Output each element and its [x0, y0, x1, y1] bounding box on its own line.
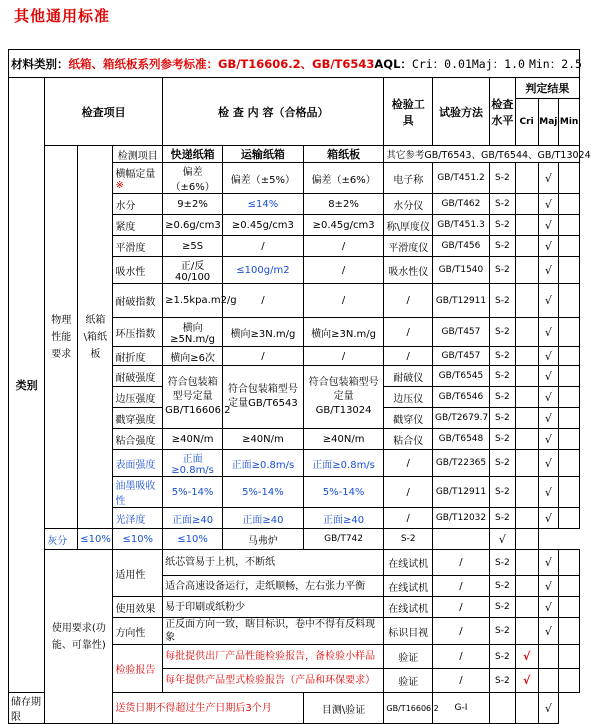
level-cell: S-2: [489, 163, 515, 194]
table-row: [9, 550, 580, 576]
col-result-header: 判定结果: [515, 78, 579, 99]
item-name: 平滑度: [115, 242, 146, 254]
value-c-cell: ≥0.45g/cm3: [303, 215, 384, 236]
use-item-cell: 储存期限: [9, 693, 45, 724]
value-b-cell: 正面≥0.8m/s: [223, 450, 304, 477]
item-name: 环压指数: [115, 328, 156, 340]
method-cell: /: [433, 597, 490, 618]
maj-cell: √: [538, 236, 559, 257]
value-c-cell: /: [303, 236, 384, 257]
value-a-cell: 横向≥6次: [163, 347, 223, 366]
min-cell: [559, 215, 580, 236]
use-item-cell: 使用效果: [113, 597, 163, 618]
value-a-cell: 正/反40/100: [163, 257, 223, 284]
cri-cell: [433, 529, 490, 550]
value-c-cell: ≥40N/m: [303, 429, 384, 450]
use-content-cell: 易于印刷或纸粉少: [163, 597, 384, 618]
min-cell: [559, 318, 580, 347]
item-cell: [113, 387, 163, 408]
cri-cell: [515, 576, 538, 597]
maj-cell: √: [538, 347, 559, 366]
aql-min: Min：2.5: [528, 57, 582, 71]
tool-cell: 耐破仪: [384, 366, 433, 387]
value-c-cell: 正面≥40: [303, 508, 384, 529]
value-b-cell: 偏差（±5%）: [223, 163, 304, 194]
value-c-cell: /: [303, 284, 384, 318]
cri-cell: [515, 618, 538, 645]
col-level-header: 检查水平: [489, 78, 515, 146]
method-cell: /: [433, 645, 490, 669]
maj-cell: [538, 669, 559, 693]
cri-cell: [515, 194, 538, 215]
level-cell: S-2: [489, 284, 515, 318]
method-cell: GB/T6546: [433, 387, 490, 408]
value-a-cell: ≥1.5kpa.m2/g: [163, 284, 223, 318]
cri-cell: [515, 318, 538, 347]
aql-label: AQL：: [374, 57, 412, 71]
level-cell: S-2: [489, 194, 515, 215]
use-content-cell: 适合高速设备运行，走纸顺畅，左右张力平衡: [163, 576, 384, 597]
item-cell: [113, 477, 163, 508]
method-cell: GB/T462: [433, 194, 490, 215]
value-c-cell: /: [303, 257, 384, 284]
method-cell: /: [433, 618, 490, 645]
level-cell: S-2: [489, 508, 515, 529]
level-cell: S-2: [489, 669, 515, 693]
col-tool-header: 检验工具: [384, 78, 433, 146]
item-cell: [113, 366, 163, 387]
value-c-cell: ≤10%: [163, 529, 223, 550]
min-cell: [559, 618, 580, 645]
method-cell: GB/T457: [433, 347, 490, 366]
maj-cell: √: [538, 508, 559, 529]
value-b-cell: 正面≥40: [223, 508, 304, 529]
method-cell: GB/T457: [433, 318, 490, 347]
min-cell: [559, 408, 580, 429]
merged-b-cell: 符合包装箱型号定量GB/T6543: [223, 366, 304, 429]
min-cell: [559, 576, 580, 597]
method-cell: /: [433, 669, 490, 693]
min-cell: [559, 477, 580, 508]
cri-cell: [515, 429, 538, 450]
maj-cell: √: [538, 450, 559, 477]
item-name: 油墨吸收性: [115, 481, 156, 507]
tool-cell: 标识目视: [384, 618, 433, 645]
material-value: 纸箱、箱纸板系列: [68, 57, 161, 71]
item-cell: [45, 529, 78, 550]
tool-cell: /: [384, 318, 433, 347]
item-cell: [113, 450, 163, 477]
tool-cell: /: [384, 508, 433, 529]
item-cell: [113, 215, 163, 236]
sub-c-header: 箱纸板: [303, 146, 384, 163]
item-name: 粘合强度: [115, 435, 156, 447]
level-cell: S-2: [489, 597, 515, 618]
cri-cell: [515, 408, 538, 429]
min-cell: [559, 550, 580, 576]
method-cell: /: [433, 576, 490, 597]
material-header-line: [8, 49, 580, 77]
min-cell: [559, 429, 580, 450]
item-name: 边压强度: [115, 393, 156, 405]
item-cell: [113, 408, 163, 429]
tool-cell: 在线试机: [384, 550, 433, 576]
maj-cell: √: [538, 215, 559, 236]
sub-other-header: 其它参考GB/T6543、GB/T6544、GB/T13024: [384, 146, 580, 163]
category-cell: 类别: [9, 78, 45, 693]
cri-cell: [515, 477, 538, 508]
cri-cell: [515, 347, 538, 366]
tool-cell: 戳穿仪: [384, 408, 433, 429]
col-content-header: 检 查 内 容（合格品）: [163, 78, 384, 146]
maj-cell: √: [538, 597, 559, 618]
maj-cell: √: [538, 387, 559, 408]
maj-cell: √: [538, 550, 559, 576]
merged-c-cell: 符合包装箱型号定量GB/T13024: [303, 366, 384, 429]
min-cell: [559, 669, 580, 693]
group1-sub-label: 纸箱\箱纸板: [78, 146, 113, 529]
level-cell: S-2: [489, 645, 515, 669]
min-cell: [559, 194, 580, 215]
maj-cell: √: [538, 284, 559, 318]
cri-cell: [515, 450, 538, 477]
item-cell: [113, 163, 163, 194]
cri-cell: [515, 597, 538, 618]
method-cell: GB/T451.3: [433, 215, 490, 236]
maj-cell: √: [538, 257, 559, 284]
tool-cell: 在线试机: [384, 576, 433, 597]
standard-value: GB/T16606.2、GB/T6543: [218, 57, 375, 71]
group1-label: 物理性能要求: [45, 146, 78, 529]
item-name: 灰分: [47, 535, 68, 547]
table-row: [9, 529, 580, 550]
item-cell: [113, 429, 163, 450]
value-c-cell: 8±2%: [303, 194, 384, 215]
col-cri-header: Cri: [515, 99, 538, 146]
level-cell: S-2: [489, 477, 515, 508]
item-cell: [113, 347, 163, 366]
aql-maj: Maj：1.0: [471, 57, 525, 71]
min-cell: [559, 347, 580, 366]
min-cell: [559, 257, 580, 284]
method-cell: GB/T742: [303, 529, 384, 550]
tool-cell: 边压仪: [384, 387, 433, 408]
tool-cell: 称\厚度仪: [384, 215, 433, 236]
cri-cell: [515, 215, 538, 236]
item-name: 戳穿强度: [115, 414, 156, 426]
cri-cell: [515, 284, 538, 318]
level-cell: S-2: [489, 257, 515, 284]
col-item-header: 检查项目: [45, 78, 163, 146]
material-label: 材料类别：: [11, 57, 69, 71]
value-c-cell: 偏差（±6%）: [303, 163, 384, 194]
level-cell: S-2: [489, 408, 515, 429]
star-icon: ※: [115, 180, 124, 191]
item-name: 水分: [115, 200, 136, 212]
use-content-cell: 正反面方向一致，瞎目标识，卷中不得有反料现象: [163, 618, 384, 645]
method-cell: GB/T22365: [433, 450, 490, 477]
col-method-header: 试验方法: [433, 78, 490, 146]
level-cell: S-2: [489, 215, 515, 236]
cri-cell: √: [515, 669, 538, 693]
tool-cell: 粘合仪: [384, 429, 433, 450]
item-name: 吸水性: [115, 266, 146, 278]
value-a-cell: ≤10%: [78, 529, 113, 550]
min-cell: [559, 450, 580, 477]
value-a-cell: ≥0.6g/cm3: [163, 215, 223, 236]
maj-cell: [515, 693, 538, 724]
method-cell: GB/T451.2: [433, 163, 490, 194]
min-cell: √: [538, 693, 559, 724]
item-name: 光泽度: [115, 514, 146, 526]
tool-cell: /: [384, 477, 433, 508]
item-cell: [113, 508, 163, 529]
level-cell: S-2: [489, 347, 515, 366]
item-name: 耐破强度: [115, 372, 156, 384]
cri-cell: [515, 366, 538, 387]
level-cell: S-2: [489, 366, 515, 387]
min-cell: [559, 366, 580, 387]
value-a-cell: 正面≥40: [163, 508, 223, 529]
cri-cell: [515, 163, 538, 194]
value-b-cell: 横向≥3N.m/g: [223, 318, 304, 347]
item-name: 耐折度: [115, 352, 146, 364]
value-b-cell: /: [223, 236, 304, 257]
use-content-cell: 纸芯管易于上机，不断纸: [163, 550, 384, 576]
min-cell: [559, 508, 580, 529]
tool-cell: 验证: [384, 645, 433, 669]
min-cell: [559, 284, 580, 318]
cri-cell: [515, 236, 538, 257]
aql-cri: Cri：0.01: [411, 57, 472, 71]
value-b-cell: ≤100g/m2: [223, 257, 304, 284]
value-c-cell: 横向≥3N.m/g: [303, 318, 384, 347]
value-b-cell: 5%-14%: [223, 477, 304, 508]
min-cell: [515, 529, 538, 550]
sub-header-row: [9, 146, 580, 163]
item-cell: [113, 236, 163, 257]
cri-cell: [489, 693, 515, 724]
level-cell: S-2: [384, 529, 433, 550]
level-cell: S-2: [489, 236, 515, 257]
min-cell: [559, 645, 580, 669]
col-min-header: Min: [559, 99, 580, 146]
item-cell: [113, 284, 163, 318]
value-b-cell: ≥40N/m: [223, 429, 304, 450]
tool-cell: /: [384, 284, 433, 318]
value-a-cell: ≥5S: [163, 236, 223, 257]
value-c-cell: 正面≥0.8m/s: [303, 450, 384, 477]
level-cell: S-2: [489, 618, 515, 645]
tool-cell: /: [384, 450, 433, 477]
level-cell: S-2: [489, 450, 515, 477]
use-content-cell: 每批提供出厂产品性能检验报告，备检验小样品: [163, 645, 384, 669]
method-cell: GB/T6545: [433, 366, 490, 387]
maj-cell: √: [538, 618, 559, 645]
item-name: 紧度: [115, 221, 136, 233]
value-b-cell: /: [223, 347, 304, 366]
cri-cell: [515, 387, 538, 408]
maj-cell: √: [538, 194, 559, 215]
method-cell: GB/T12911: [433, 477, 490, 508]
item-cell: [113, 257, 163, 284]
method-cell: /: [433, 550, 490, 576]
value-b-cell: /: [223, 284, 304, 318]
tool-cell: 水分仪: [384, 194, 433, 215]
level-cell: S-2: [489, 550, 515, 576]
maj-cell: [538, 645, 559, 669]
maj-cell: √: [538, 318, 559, 347]
maj-cell: √: [538, 408, 559, 429]
tool-cell: 平滑度仪: [384, 236, 433, 257]
use-content-cell: 每年提供产品型式检验报告（产品和环保要求）: [163, 669, 384, 693]
level-cell: G-I: [433, 693, 490, 724]
merged-a-cell: 符合包装箱型号定量GB/T16606.2: [163, 366, 223, 429]
inspection-table: [8, 77, 591, 724]
value-c-cell: 5%-14%: [303, 477, 384, 508]
value-b-cell: ≥0.45g/cm3: [223, 215, 304, 236]
sub-a-header: 快递纸箱: [163, 146, 223, 163]
cri-cell: [515, 550, 538, 576]
maj-cell: √: [538, 429, 559, 450]
method-cell: GB/T6548: [433, 429, 490, 450]
page-title: 其他通用标准: [14, 7, 111, 25]
col-maj-header: Maj: [538, 99, 559, 146]
maj-cell: √: [538, 477, 559, 508]
value-c-cell: /: [303, 347, 384, 366]
method-cell: GB/T12911: [433, 284, 490, 318]
value-b-cell: ≤14%: [223, 194, 304, 215]
use-item-cell: 检验报告: [113, 645, 163, 693]
tool-cell: 电子称: [384, 163, 433, 194]
level-cell: S-2: [489, 429, 515, 450]
min-cell: [559, 236, 580, 257]
use-item-cell: 适用性: [113, 550, 163, 597]
method-cell: GB/T1540: [433, 257, 490, 284]
item-cell: [113, 194, 163, 215]
cri-cell: [515, 257, 538, 284]
level-cell: S-2: [489, 576, 515, 597]
maj-cell: √: [538, 366, 559, 387]
cri-cell: [515, 508, 538, 529]
group2-label: 使用要求(功能、可靠性): [45, 550, 113, 724]
level-cell: S-2: [489, 318, 515, 347]
min-cell: [559, 163, 580, 194]
tool-cell: 马弗炉: [223, 529, 304, 550]
tool-cell: /: [384, 347, 433, 366]
use-item-cell: 方向性: [113, 618, 163, 645]
min-cell: [559, 387, 580, 408]
value-a-cell: ≥40N/m: [163, 429, 223, 450]
min-cell: [559, 597, 580, 618]
item-name: 耐破指数: [115, 297, 156, 308]
tool-cell: 在线试机: [384, 597, 433, 618]
item-name: 表面强度: [115, 459, 156, 471]
tool-cell: 验证: [384, 669, 433, 693]
sub-item-header: 检测项目: [113, 146, 163, 163]
method-cell: GB/T12032: [433, 508, 490, 529]
value-a-cell: 正面≥0.8m/s: [163, 450, 223, 477]
value-b-cell: ≤10%: [113, 529, 163, 550]
method-cell: GB/T16606.2: [384, 693, 433, 724]
value-a-cell: 9±2%: [163, 194, 223, 215]
sub-b-header: 运输纸箱: [223, 146, 304, 163]
value-a-cell: 横向≥5N.m/g: [163, 318, 223, 347]
tool-cell: 吸水性仪: [384, 257, 433, 284]
item-cell: [113, 318, 163, 347]
level-cell: S-2: [489, 387, 515, 408]
use-content-cell: 送货日期不得超过生产日期后3个月: [113, 693, 303, 724]
maj-cell: √: [538, 576, 559, 597]
cri-cell: √: [515, 645, 538, 669]
standard-label: 参考标准：: [160, 57, 218, 71]
maj-cell: √: [538, 163, 559, 194]
value-a-cell: 偏差（±6%）: [163, 163, 223, 194]
item-name: 横幅定量: [115, 169, 156, 180]
tool-cell: 目测\验证: [303, 693, 384, 724]
value-a-cell: 5%-14%: [163, 477, 223, 508]
maj-cell: √: [489, 529, 515, 550]
method-cell: GB/T456: [433, 236, 490, 257]
method-cell: GB/T2679.7: [433, 408, 490, 429]
